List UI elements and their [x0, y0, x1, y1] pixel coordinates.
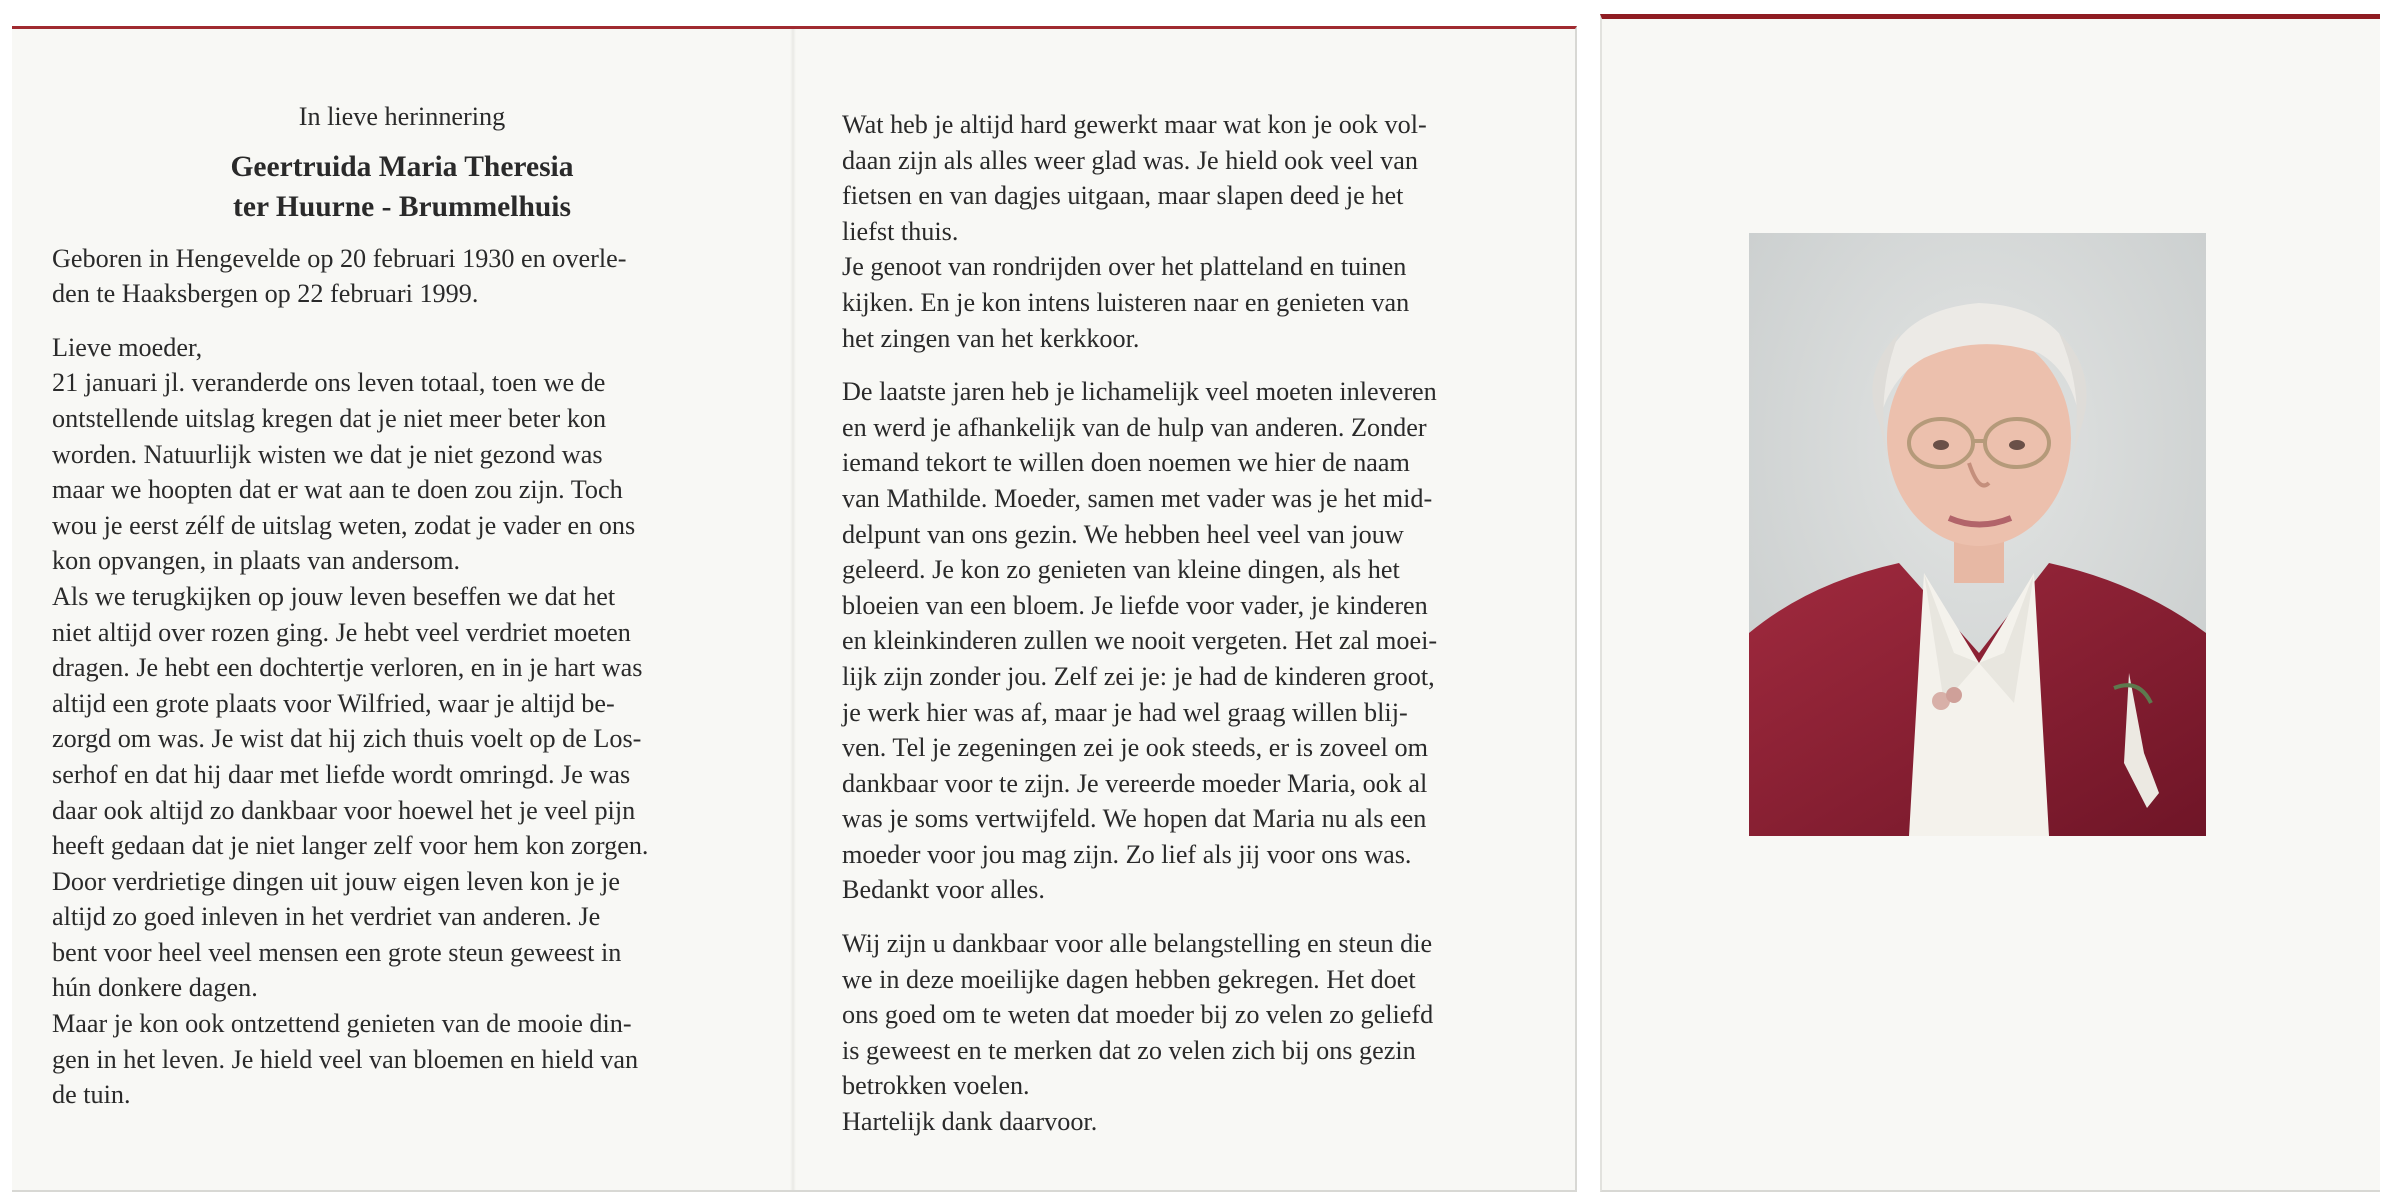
text-line: was je soms vertwijfeld. We hopen dat Maria nu als een — [842, 804, 1427, 834]
card-fold — [790, 29, 796, 1190]
letter-body — [52, 330, 752, 1113]
text-line: ven. Tel je zegeningen zei je ook steeds, er is zoveel om — [842, 733, 1428, 763]
text-line: ontstellende uitslag kregen dat je niet meer beter kon — [52, 403, 607, 433]
text-line: Je genoot van rondrijden over het platteland en tuinen — [842, 252, 1407, 282]
text-line: Wij zijn u dankbaar voor alle belangstelling en steun die — [842, 929, 1433, 959]
text-line: hún donkere dagen. — [52, 973, 258, 1003]
text-line: kon opvangen, in plaats van andersom. — [52, 546, 460, 576]
card-inside-spread — [12, 26, 1577, 1192]
text-line: Hartelijk dank daarvoor. — [842, 1107, 1098, 1137]
middle-panel — [842, 107, 1542, 1158]
text-line: maar we hoopten dat er wat aan te doen zou zijn. Toch — [52, 475, 623, 505]
text-line: het zingen van het kerkkoor. — [842, 323, 1140, 353]
text-line: Lieve moeder, — [52, 332, 203, 362]
text-line: Bedankt voor alles. — [842, 875, 1045, 905]
name-line: Geertruida Maria Theresia — [230, 150, 574, 183]
text-line: daar ook altijd zo dankbaar voor hoewel het je veel pijn — [52, 795, 636, 825]
text-line: is geweest en te merken dat zo velen zich bij ons gezin — [842, 1035, 1416, 1065]
text-line: zorgd om was. Je wist dat hij zich thuis voelt op de Los- — [52, 724, 642, 754]
portrait-photo — [1749, 233, 2206, 836]
text-line: Door verdrietige dingen uit jouw eigen leven kon je je — [52, 866, 620, 896]
text-line: heeft gedaan dat je niet langer zelf voor hem kon zorgen. — [52, 831, 649, 861]
text-line: altijd zo goed inleven in het verdriet van anderen. Je — [52, 902, 601, 932]
text-line: dankbaar voor te zijn. Je vereerde moeder Maria, ook al — [842, 768, 1428, 798]
text-line: worden. Natuurlijk wisten we dat je niet gezond was — [52, 439, 603, 469]
card-front-panel — [1600, 14, 2380, 1192]
text-line: liefst thuis. — [842, 216, 959, 246]
text-line: geleerd. Je kon zo genieten van kleine dingen, als het — [842, 555, 1400, 585]
text-line: wou je eerst zélf de uitslag weten, zodat je vader en ons — [52, 510, 636, 540]
text-line: daan zijn als alles weer glad was. Je hield ook veel van — [842, 145, 1418, 175]
text-line: Als we terugkijken op jouw leven beseffen we dat het — [52, 581, 616, 611]
intro-text: In lieve herinnering — [298, 102, 506, 131]
text-line: je werk hier was af, maar je had wel graag willen blij- — [842, 697, 1408, 727]
text-line: bloeien van een bloem. Je liefde voor vader, je kinderen — [842, 590, 1428, 620]
birth-death-text — [52, 241, 752, 312]
text-line: van Mathilde. Moeder, samen met vader was je het mid- — [842, 483, 1433, 513]
text-line: ons goed om te weten dat moeder bij zo velen zo geliefd — [842, 1000, 1434, 1030]
paragraph-thanks — [842, 926, 1542, 1140]
text-line: fietsen en van dagjes uitgaan, maar slapen deed je het — [842, 181, 1404, 211]
text-line: 21 januari jl. veranderde ons leven totaal, toen we de — [52, 368, 606, 398]
text-line: we in deze moeilijke dagen hebben gekregen. Het doet — [842, 964, 1416, 994]
text-line: dragen. Je hebt een dochtertje verloren, en in je hart was — [52, 653, 643, 683]
text-line: Maar je kon ook ontzettend genieten van de mooie din- — [52, 1009, 632, 1039]
deceased-name — [52, 147, 752, 227]
text-line: serhof en dat hij daar met liefde wordt omringd. Je was — [52, 759, 631, 789]
text-line: niet altijd over rozen ging. Je hebt veel verdriet moeten — [52, 617, 631, 647]
text-line: De laatste jaren heb je lichamelijk veel moeten inleveren — [842, 377, 1437, 407]
text-line: bent voor heel veel mensen een grote steun geweest in — [52, 937, 622, 967]
text-line: iemand tekort te willen doen noemen we hier de naam — [842, 448, 1410, 478]
text-line: den te Haaksbergen op 22 februari 1999. — [52, 279, 479, 309]
paragraph-hobbies — [842, 107, 1542, 356]
name-line: ter Huurne - Brummelhuis — [233, 190, 571, 223]
text-line: lijk zijn zonder jou. Zelf zei je: je had de kinderen groot, — [842, 661, 1435, 691]
paragraph-later-years — [842, 374, 1542, 908]
text-line: gen in het leven. Je hield veel van bloemen en hield van — [52, 1044, 639, 1074]
text-line: moeder voor jou mag zijn. Zo lief als jij voor ons was. — [842, 839, 1412, 869]
text-line: delpunt van ons gezin. We hebben heel veel van jouw — [842, 519, 1404, 549]
text-line: en kleinkinderen zullen we nooit vergeten. Het zal moei- — [842, 626, 1438, 656]
left-panel — [52, 99, 752, 1131]
card-header — [52, 99, 752, 227]
text-line: en werd je afhankelijk van de hulp van anderen. Zonder — [842, 412, 1427, 442]
text-line: de tuin. — [52, 1080, 131, 1110]
text-line: kijken. En je kon intens luisteren naar en genieten van — [842, 287, 1410, 317]
text-line: altijd een grote plaats voor Wilfried, waar je altijd be- — [52, 688, 615, 718]
portrait-icon — [1749, 233, 2206, 836]
text-line: Geboren in Hengevelde op 20 februari 1930 en overle- — [52, 243, 627, 273]
text-line: betrokken voelen. — [842, 1071, 1030, 1101]
text-line: Wat heb je altijd hard gewerkt maar wat kon je ook vol- — [842, 110, 1427, 139]
